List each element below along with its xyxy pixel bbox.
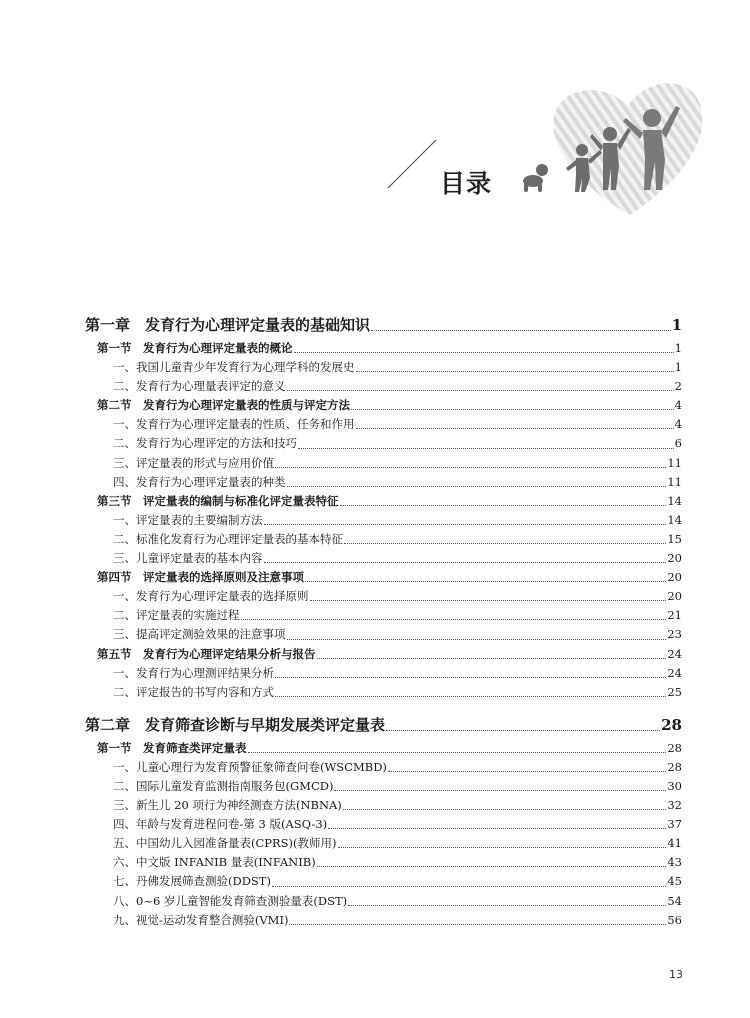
toc-item-label: 一、发育行为心理评定量表的选择原则	[113, 589, 309, 604]
dot-leader	[298, 448, 674, 449]
dot-leader	[241, 619, 667, 620]
dot-leader	[272, 886, 666, 887]
toc-item-label: 一、发育行为心理评定量表的性质、任务和作用	[113, 417, 355, 432]
toc-item[interactable]	[85, 796, 682, 815]
toc-section-label: 第二节 发育行为心理评定量表的性质与评定方法	[97, 398, 350, 413]
toc-item-label: 三、儿童评定量表的基本内容	[113, 551, 263, 566]
dot-leader	[340, 505, 667, 506]
toc-item-label: 九、视觉-运动发育整合测验(VMI)	[113, 912, 289, 927]
dot-leader	[388, 771, 666, 772]
dot-leader	[351, 409, 674, 410]
toc-item-label: 一、我国儿童青少年发育行为心理学科的发展史	[113, 360, 355, 375]
dot-leader	[275, 467, 666, 468]
page-number: 13	[669, 968, 683, 981]
toc-item-label: 三、提高评定测验效果的注意事项	[113, 627, 286, 642]
dot-leader	[386, 730, 660, 731]
toc-section[interactable]	[85, 339, 682, 358]
dot-leader	[275, 696, 666, 697]
toc-item[interactable]	[85, 892, 682, 911]
toc-item-label: 七、丹佛发展筛查测验(DDST)	[113, 874, 271, 889]
dot-leader	[264, 524, 667, 525]
toc-section-label: 第一节 发育筛查类评定量表	[97, 740, 247, 755]
toc-section-page: 28	[667, 740, 682, 755]
toc-item-label: 一、评定量表的主要编制方法	[113, 512, 263, 527]
toc-item-label: 一、发育行为心理测评结果分析	[113, 665, 274, 680]
dot-leader	[356, 428, 674, 429]
toc-item-page: 54	[667, 893, 682, 908]
toc-section-label: 第一节 发育行为心理评定量表的概论	[97, 341, 293, 355]
dot-leader	[287, 639, 667, 640]
chapter-gap	[85, 702, 682, 712]
dot-leader	[328, 828, 666, 829]
toc-item[interactable]	[85, 664, 682, 683]
toc-chapter[interactable]	[85, 312, 682, 339]
toc-item-page: 4	[674, 417, 682, 432]
dot-leader	[343, 809, 667, 810]
toc-chapter-label: 第二章 发育筛查诊断与早期发展类评定量表	[85, 715, 386, 734]
toc-item-page: 21	[667, 608, 682, 623]
toc-item-page: 6	[674, 436, 682, 451]
toc-item[interactable]	[85, 587, 682, 606]
dot-leader	[356, 371, 674, 372]
dot-leader	[317, 658, 667, 659]
toc-item-page: 37	[667, 817, 682, 832]
toc-item-page: 41	[667, 836, 682, 851]
family-heart-illustration	[0, 0, 750, 260]
toc-item[interactable]	[85, 815, 682, 834]
toc-item-page: 14	[667, 512, 682, 527]
toc-item[interactable]	[85, 872, 682, 891]
toc-section-page: 20	[667, 570, 682, 585]
toc-item-page: 56	[667, 912, 682, 927]
dot-leader	[275, 677, 666, 678]
toc-item[interactable]	[85, 683, 682, 702]
toc-item-page: 20	[667, 551, 682, 566]
toc-section-label: 第四节 评定量表的选择原则及注意事项	[97, 570, 304, 585]
toc-item-page: 45	[667, 874, 682, 889]
toc-item[interactable]	[85, 758, 682, 777]
toc-item[interactable]	[85, 511, 682, 530]
dot-leader	[305, 581, 666, 582]
toc-item-page: 23	[667, 627, 682, 642]
dot-leader	[289, 924, 666, 925]
toc-item-label: 四、年龄与发育进程问卷-第 3 版(ASQ-3)	[113, 817, 328, 832]
toc-item[interactable]	[85, 625, 682, 644]
toc-item[interactable]	[85, 358, 682, 377]
toc-item-label: 二、发育行为心理量表评定的意义	[113, 379, 286, 394]
dot-leader	[248, 752, 667, 753]
divider-slash	[388, 140, 436, 188]
dot-leader	[310, 600, 667, 601]
toc-section[interactable]	[85, 568, 682, 587]
toc-item-label: 五、中国幼儿入园准备量表(CPRS)(教师用)	[113, 836, 337, 851]
toc-item-label: 二、标准化发育行为心理评定量表的基本特征	[113, 531, 343, 546]
dot-leader	[317, 866, 667, 867]
toc-section-page: 4	[674, 398, 682, 413]
toc-item-label: 三、评定量表的形式与应用价值	[113, 455, 274, 470]
dot-leader	[287, 390, 674, 391]
toc-section-page: 1	[674, 341, 682, 355]
page-title: 目录	[440, 169, 493, 198]
toc-item[interactable]	[85, 549, 682, 568]
toc-item[interactable]	[85, 777, 682, 796]
toc-section-page: 24	[667, 646, 682, 661]
dot-leader	[338, 847, 667, 848]
toc-item-page: 2	[674, 379, 682, 394]
toc-item-page: 15	[667, 531, 682, 546]
table-of-contents	[85, 312, 682, 930]
toc-chapter-page: 1	[671, 316, 682, 334]
toc-section-page: 14	[667, 493, 682, 508]
toc-item[interactable]	[85, 415, 682, 434]
toc-item-page: 1	[674, 360, 682, 375]
toc-item-label: 二、评定量表的实施过程	[113, 608, 240, 623]
toc-section[interactable]	[85, 492, 682, 511]
toc-section[interactable]	[85, 739, 682, 758]
dot-leader	[264, 562, 667, 563]
baby-silhouette	[523, 164, 548, 192]
toc-item-label: 二、国际儿童发育监测指南服务包(GMCD)	[113, 778, 334, 793]
toc-item[interactable]	[85, 454, 682, 473]
toc-item-label: 二、评定报告的书写内容和方式	[113, 684, 274, 699]
toc-item-page: 30	[667, 778, 682, 793]
header-decoration	[0, 0, 750, 260]
toc-section-label: 第三节 评定量表的编制与标准化评定量表特征	[97, 493, 339, 508]
toc-chapter-label: 第一章 发育行为心理评定量表的基础知识	[85, 316, 371, 334]
dot-leader	[371, 330, 671, 331]
toc-item-page: 43	[667, 855, 682, 870]
toc-item-page: 32	[667, 798, 682, 813]
toc-item-page: 24	[667, 665, 682, 680]
toc-item-label: 一、儿童心理行为发育预警征象筛查问卷(WSCMBD)	[113, 759, 387, 774]
toc-item[interactable]	[85, 911, 682, 930]
toc-item[interactable]	[85, 606, 682, 625]
toc-item-label: 二、发育行为心理评定的方法和技巧	[113, 436, 297, 451]
toc-item-label: 四、发育行为心理评定量表的种类	[113, 474, 286, 489]
dot-leader	[334, 790, 666, 791]
toc-item-label: 八、0~6 岁儿童智能发育筛查测验量表(DST)	[113, 893, 348, 908]
toc-section-label: 第五节 发育行为心理评定结果分析与报告	[97, 646, 316, 661]
dot-leader	[344, 543, 666, 544]
toc-item-page: 11	[667, 474, 682, 489]
dot-leader	[287, 486, 667, 487]
toc-item-page: 25	[667, 684, 682, 699]
heart-shape	[553, 83, 702, 215]
toc-section[interactable]	[85, 645, 682, 664]
toc-item[interactable]	[85, 853, 682, 872]
toc-item-label: 六、中文版 INFANIB 量表(INFANIB)	[113, 855, 316, 870]
toc-chapter-page: 28	[661, 715, 682, 734]
toc-section[interactable]	[85, 396, 682, 415]
dot-leader	[348, 905, 666, 906]
dot-leader	[294, 352, 674, 353]
toc-item-page: 28	[667, 759, 682, 774]
toc-item[interactable]	[85, 834, 682, 853]
toc-item-page: 11	[667, 455, 682, 470]
toc-item[interactable]	[85, 377, 682, 396]
toc-item[interactable]	[85, 530, 682, 549]
toc-item-label: 三、新生儿 20 项行为神经测查方法(NBNA)	[113, 798, 342, 813]
toc-item[interactable]	[85, 473, 682, 492]
toc-chapter[interactable]	[85, 712, 682, 739]
toc-item[interactable]	[85, 434, 682, 453]
toc-item-page: 20	[667, 589, 682, 604]
